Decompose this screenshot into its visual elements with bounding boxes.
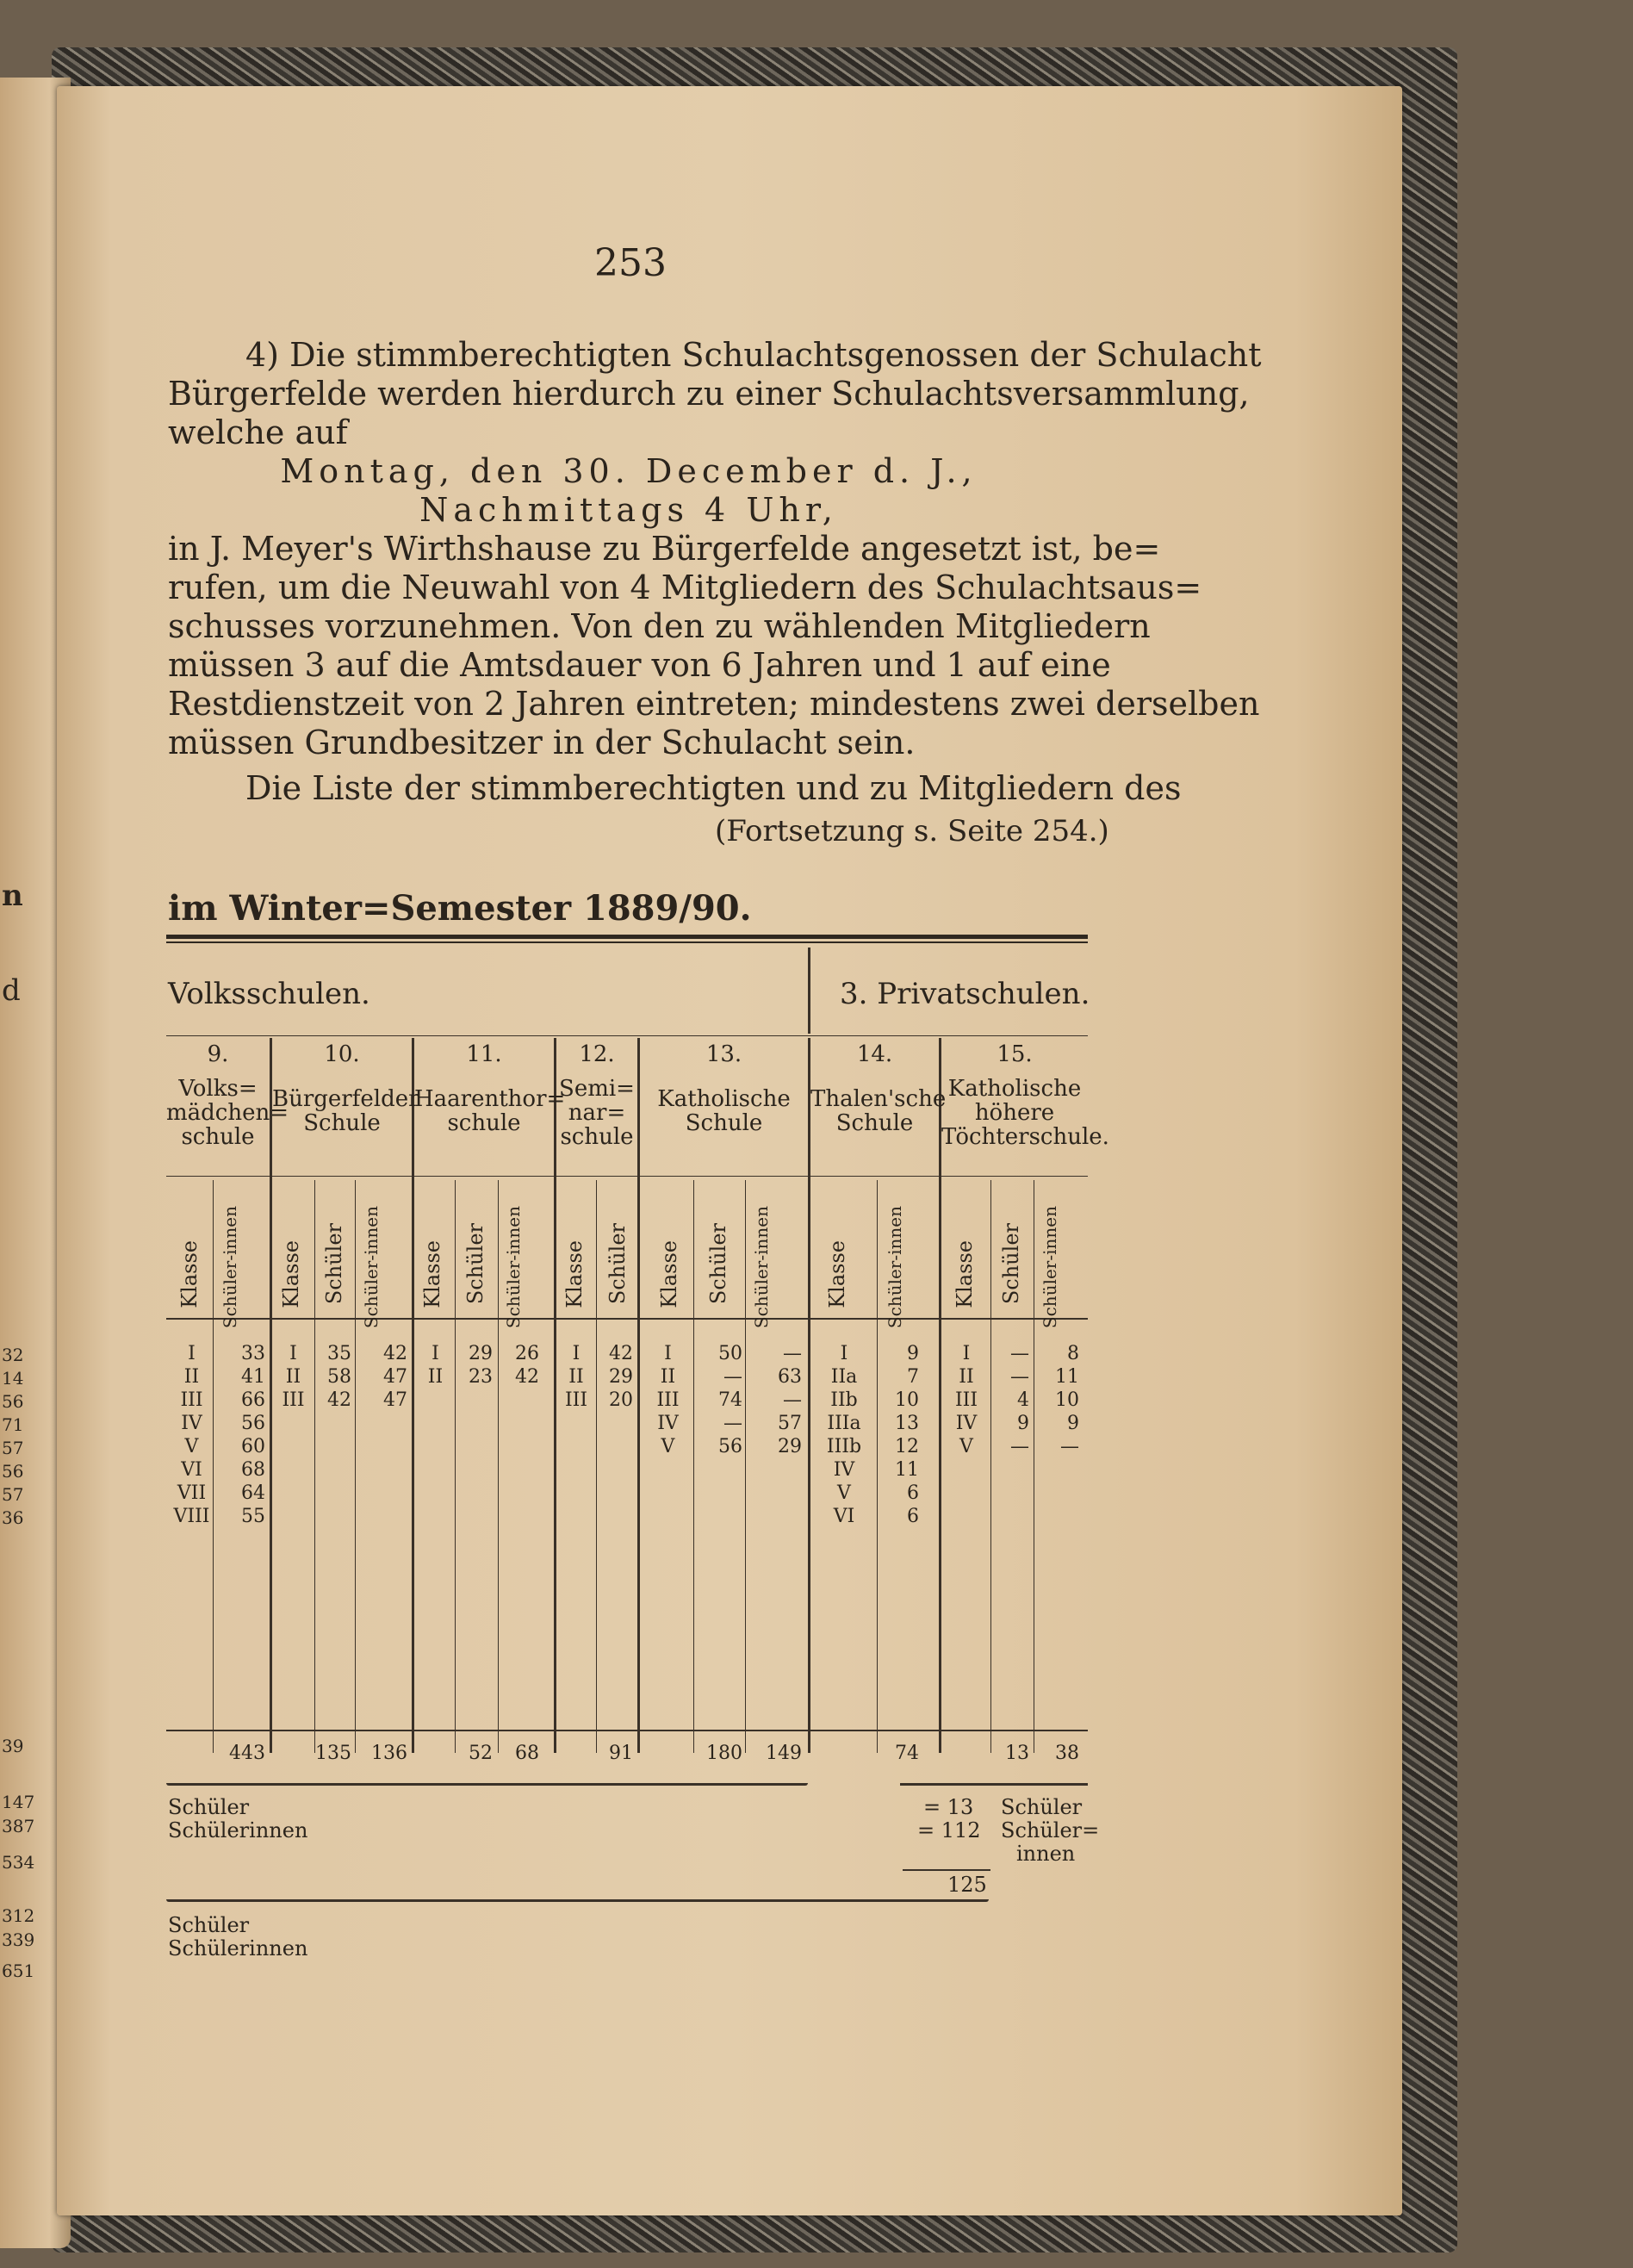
s15-klasse-column: I II III IV V xyxy=(954,1343,978,1457)
total-s13-schueler: 180 xyxy=(706,1743,742,1764)
paragraph-line: in J. Meyer's Wirthshause zu Bürgerfelde angesetzt ist, be= xyxy=(168,530,1161,568)
total-s10-schueler: 135 xyxy=(315,1743,351,1764)
sub-divider xyxy=(314,1180,315,1753)
school-name: Semi= nar= schule xyxy=(559,1076,635,1150)
col-label-klasse: Klasse xyxy=(953,1240,977,1308)
school-number: 9. xyxy=(207,1041,229,1067)
s10-klasse-column: I II III xyxy=(282,1343,305,1411)
left-fragment-sum: 147 xyxy=(2,1792,35,1812)
s14-klasse-column: I IIa IIb IIIa IIIb IV V VI xyxy=(826,1343,862,1527)
s14-schuelerinnen-column: 9 7 10 13 12 11 6 6 xyxy=(895,1343,919,1527)
sub-divider xyxy=(355,1180,356,1753)
school-name: Katholische Schule xyxy=(657,1086,791,1136)
total-s15-schueler: 13 xyxy=(1005,1743,1029,1764)
totals-rule xyxy=(166,1730,1088,1731)
col-label-schuelerinnen: Schüler-innen xyxy=(885,1206,905,1329)
left-fragment-sum: 387 xyxy=(2,1816,35,1836)
section-divider xyxy=(808,948,810,1034)
column-divider xyxy=(637,1038,640,1753)
school-number: 13. xyxy=(705,1041,742,1067)
school-number: 14. xyxy=(856,1041,893,1067)
sub-divider xyxy=(498,1180,499,1753)
summary-right-label: Schüler xyxy=(1001,1795,1083,1819)
sub-divider xyxy=(455,1180,456,1753)
sub-divider xyxy=(596,1180,597,1753)
section-rule xyxy=(166,1035,1088,1036)
school-number: 12. xyxy=(579,1041,615,1067)
s11-schueler-column: 29 23 xyxy=(469,1343,493,1388)
col-label-schuelerinnen: Schüler-innen xyxy=(503,1206,524,1329)
school-name: Thalen'sche Schule xyxy=(810,1086,947,1136)
header-rule xyxy=(166,1176,1088,1177)
section-privatschulen: 3. Privatschulen. xyxy=(840,977,1090,1011)
s9-klasse-column: I II III IV V VI VII VIII xyxy=(173,1343,210,1527)
col-label-klasse: Klasse xyxy=(562,1240,587,1308)
left-fragment-values: 32 14 56 71 57 56 57 36 xyxy=(2,1345,24,1528)
school-name: Bürgerfelder Schule xyxy=(272,1086,419,1136)
sub-divider xyxy=(877,1180,878,1753)
meeting-time: Nachmittags 4 Uhr, xyxy=(419,491,838,529)
col-label-klasse: Klasse xyxy=(657,1240,681,1308)
s10-schuelerinnen-column: 42 47 47 xyxy=(383,1343,407,1411)
col-label-klasse: Klasse xyxy=(177,1240,202,1308)
left-fragment-sum: 312 xyxy=(2,1905,35,1926)
table-title: im Winter=Semester 1889/90. xyxy=(168,888,752,929)
col-label-schuelerinnen: Schüler-innen xyxy=(220,1206,240,1329)
school-name: Katholische höhere Töchterschule. xyxy=(941,1076,1109,1150)
summary2-label-schueler: Schüler xyxy=(168,1913,250,1937)
total-s11-schuelerinnen: 68 xyxy=(515,1743,539,1764)
left-fragment-sum: 651 xyxy=(2,1960,35,1981)
continuation-note: (Fortsetzung s. Seite 254.) xyxy=(715,814,1109,848)
total-s14-schuelerinnen: 74 xyxy=(895,1743,919,1764)
summary-label-schueler: Schüler xyxy=(168,1795,250,1819)
col-label-schuelerinnen: Schüler-innen xyxy=(1040,1206,1060,1329)
paragraph-line: 4) Die stimmberechtigten Schulachtsgenossen der Schulacht xyxy=(245,336,1262,374)
total-s9-schuelerinnen: 443 xyxy=(229,1743,265,1764)
column-divider xyxy=(270,1038,272,1753)
column-divider xyxy=(808,1038,810,1753)
s13-klasse-column: I II III IV V xyxy=(656,1343,680,1457)
s11-schuelerinnen-column: 26 42 xyxy=(515,1343,539,1388)
total-s11-schueler: 52 xyxy=(469,1743,493,1764)
table-top-rule xyxy=(166,941,1088,943)
paragraph-line: welche auf xyxy=(168,413,348,451)
s9-schuelerinnen-column: 33 41 66 56 60 68 64 55 xyxy=(241,1343,265,1527)
total-s15-schuelerinnen: 38 xyxy=(1055,1743,1079,1764)
col-label-schueler: Schüler xyxy=(999,1223,1023,1305)
paragraph-line: Restdienstzeit von 2 Jahren eintreten; mindestens zwei derselben xyxy=(168,685,1260,723)
table-top-rule xyxy=(166,935,1088,939)
col-label-schueler: Schüler xyxy=(463,1223,487,1305)
s15-schuelerinnen-column: 8 11 10 9 — xyxy=(1055,1343,1079,1457)
column-divider xyxy=(412,1038,414,1753)
page-number: 253 xyxy=(594,241,667,285)
summary-eq-schueler: = 13 xyxy=(923,1795,974,1819)
summary-sum-rule xyxy=(903,1869,990,1871)
paragraph-line: müssen 3 auf die Amtsdauer von 6 Jahren und 1 auf eine xyxy=(168,646,1111,684)
s12-klasse-column: I II III xyxy=(564,1343,588,1411)
paragraph-line: rufen, um die Neuwahl von 4 Mitgliedern des Schulachtsaus= xyxy=(168,569,1202,606)
summary-bracket xyxy=(900,1783,1088,1786)
s12-schueler-column: 42 29 20 xyxy=(609,1343,633,1411)
sub-divider xyxy=(213,1180,214,1753)
col-label-schuelerinnen: Schüler-innen xyxy=(751,1206,772,1329)
summary-right-label: Schüler= xyxy=(1001,1818,1100,1842)
s11-klasse-column: I II xyxy=(427,1343,444,1388)
paragraph-line: schusses vorzunehmen. Von den zu wählenden Mitgliedern xyxy=(168,607,1151,645)
sub-divider xyxy=(990,1180,991,1753)
meeting-date: Montag, den 30. December d. J., xyxy=(280,452,978,490)
summary2-label-schuelerinnen: Schülerinnen xyxy=(168,1936,308,1960)
col-label-schuelerinnen: Schüler-innen xyxy=(361,1206,382,1329)
summary-right-label: innen xyxy=(1016,1842,1076,1866)
sub-divider xyxy=(693,1180,694,1753)
s15-schueler-column: — — 4 9 — xyxy=(1010,1343,1029,1457)
summary-eq-schuelerinnen: = 112 xyxy=(917,1818,981,1842)
school-number: 10. xyxy=(324,1041,360,1067)
s13-schuelerinnen-column: — 63 — 57 29 xyxy=(778,1343,802,1457)
col-label-klasse: Klasse xyxy=(420,1240,444,1308)
paragraph-line: Bürgerfelde werden hierdurch zu einer Schulachtsversammlung, xyxy=(168,375,1250,413)
summary-bracket xyxy=(166,1899,989,1902)
total-s12-schueler: 91 xyxy=(609,1743,633,1764)
summary-bracket xyxy=(166,1783,808,1786)
total-s10-schuelerinnen: 136 xyxy=(371,1743,407,1764)
col-label-schueler: Schüler xyxy=(322,1223,346,1305)
s13-schueler-column: 50 — 74 — 56 xyxy=(718,1343,742,1457)
left-fragment-title: n xyxy=(2,879,23,913)
summary-total: 125 xyxy=(947,1873,987,1897)
left-fragment-total: 39 xyxy=(2,1736,24,1756)
summary-label-schuelerinnen: Schülerinnen xyxy=(168,1818,308,1842)
col-label-schueler: Schüler xyxy=(706,1223,730,1305)
sub-divider xyxy=(745,1180,746,1753)
paragraph-line: müssen Grundbesitzer in der Schulacht sein. xyxy=(168,724,916,761)
header-rule xyxy=(166,1318,1088,1320)
left-fragment-sum: 534 xyxy=(2,1852,35,1873)
school-name: Volks= mädchen= schule xyxy=(166,1076,289,1150)
school-number: 15. xyxy=(997,1041,1033,1067)
col-label-klasse: Klasse xyxy=(279,1240,303,1308)
col-label-schueler: Schüler xyxy=(605,1223,630,1305)
left-fragment-heading: d xyxy=(2,973,21,1008)
section-volksschulen: Volksschulen. xyxy=(168,977,370,1011)
col-label-klasse: Klasse xyxy=(825,1240,849,1308)
school-number: 11. xyxy=(466,1041,502,1067)
paragraph-line: Die Liste der stimmberechtigten und zu Mitgliedern des xyxy=(245,769,1182,807)
school-name: Haarenthor= schule xyxy=(414,1086,566,1136)
s10-schueler-column: 35 58 42 xyxy=(327,1343,351,1411)
left-fragment-sum: 339 xyxy=(2,1929,35,1950)
total-s13-schuelerinnen: 149 xyxy=(766,1743,802,1764)
